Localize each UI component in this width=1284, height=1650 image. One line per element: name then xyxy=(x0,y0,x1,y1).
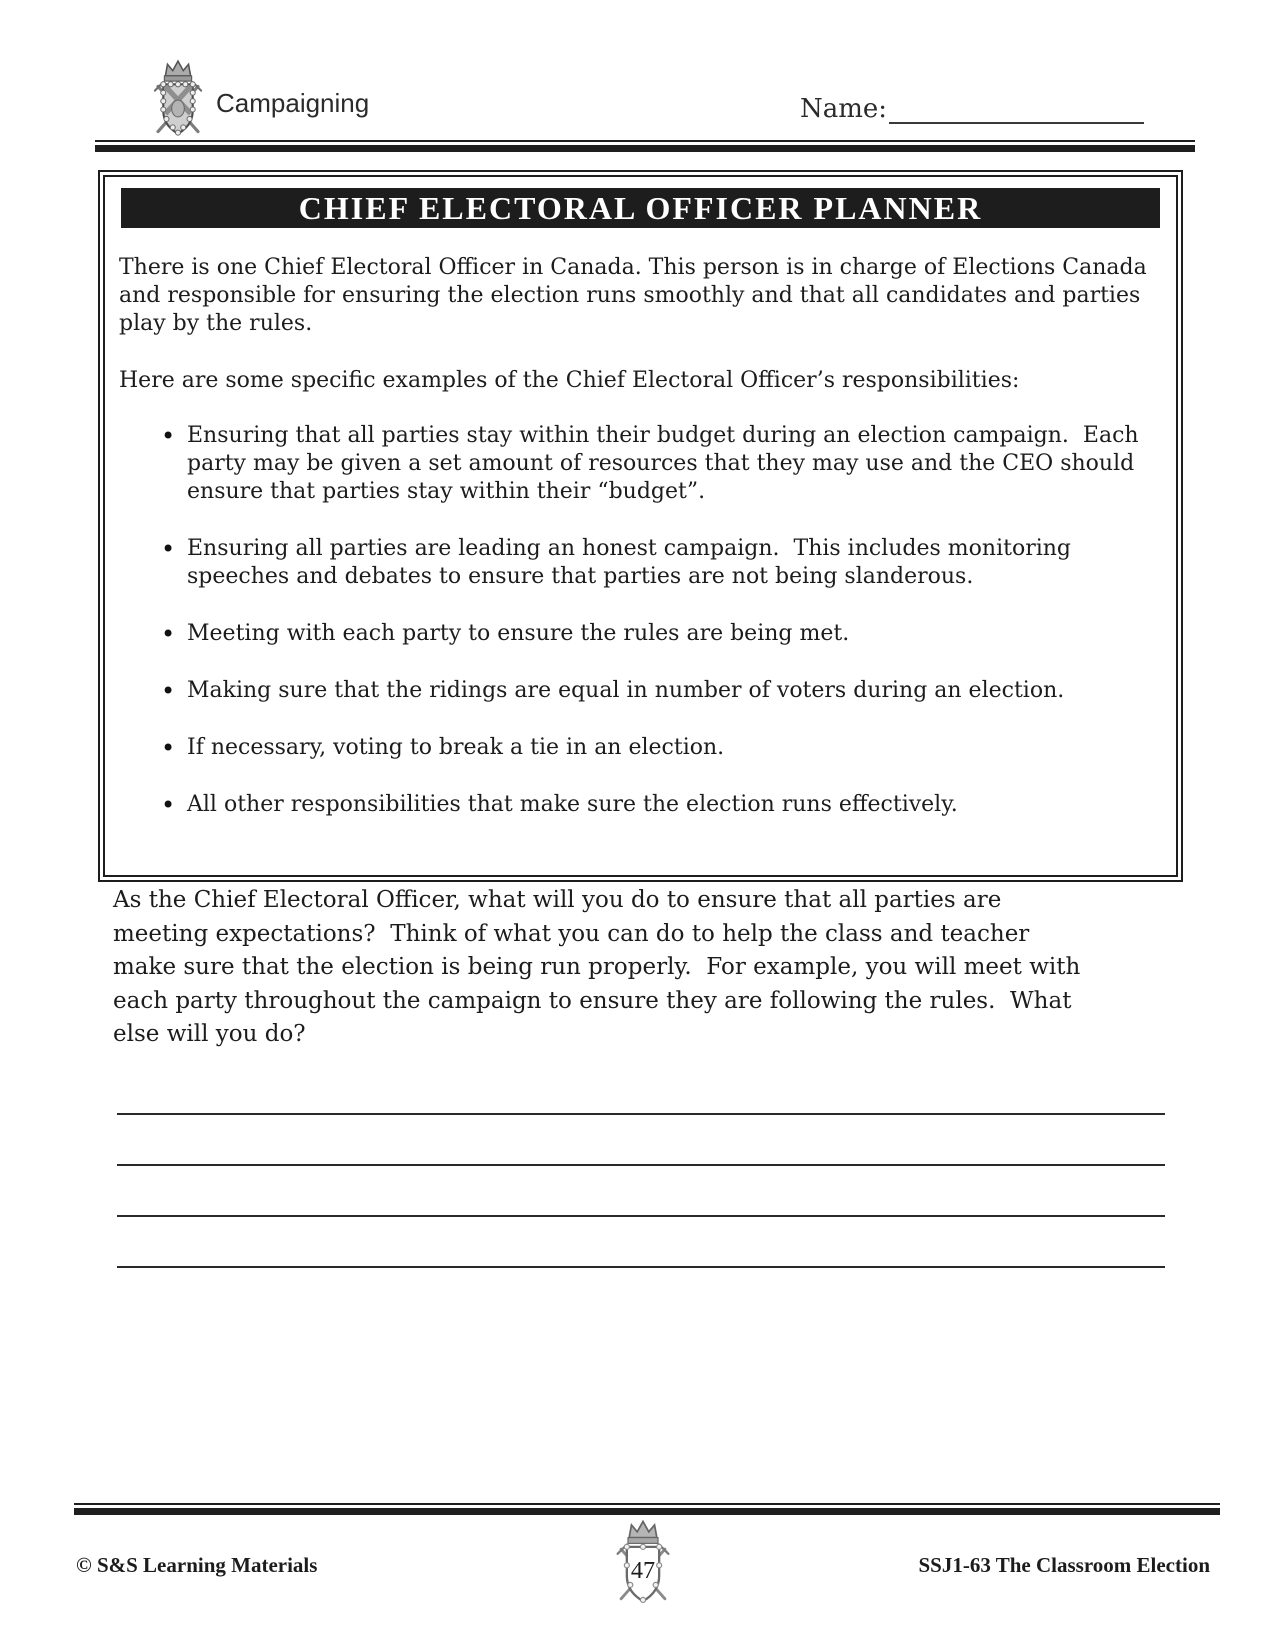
list-item: • Ensuring that all parties stay within their budget during an election campaign. Each party may be given a set amount of resources that they may use and the CEO should ensure that parties stay within their “budget”. xyxy=(161,422,1147,506)
answer-line[interactable] xyxy=(117,1064,1165,1115)
question-paragraph: As the Chief Electoral Officer, what will you do to ensure that all parties are meeting expectations? Think of what you can do to help the class and teacher make sure that the election is being run properly. For example, you will meet with each party throughout the campaign to ensure they are following the rules. What else will you do? xyxy=(113,887,1081,1047)
responsibilities-list xyxy=(119,422,1162,819)
list-item: • Making sure that the ridings are equal in number of voters during an election. xyxy=(161,677,1147,705)
list-item: • All other responsibilities that make sure the election runs effectively. xyxy=(161,791,1147,819)
footer-divider xyxy=(74,1503,1220,1515)
list-item: • Meeting with each party to ensure the rules are being met. xyxy=(161,620,1147,648)
name-label: Name: xyxy=(800,94,888,124)
header-divider xyxy=(95,140,1195,152)
answer-lines xyxy=(117,1064,1165,1268)
section-label: Campaigning xyxy=(216,88,370,118)
planner-box xyxy=(98,170,1183,882)
answer-line[interactable] xyxy=(117,1166,1165,1217)
list-item: • Ensuring all parties are leading an honest campaign. This includes monitoring speeches and debates to ensure that parties are not being slanderous. xyxy=(161,535,1147,591)
coat-of-arms-icon xyxy=(150,58,206,140)
list-item: • If necessary, voting to break a tie in an election. xyxy=(161,734,1147,762)
page-number-crest-icon xyxy=(610,1518,676,1608)
answer-line[interactable] xyxy=(117,1115,1165,1166)
copyright-text: © S&S Learning Materials xyxy=(76,1553,318,1577)
planner-box-inner xyxy=(103,175,1178,877)
intro-paragraph: There is one Chief Electoral Officer in Canada. This person is in charge of Elections Canada and responsible for ensuring the election runs smoothly and that all candidates and parties play by the rules. xyxy=(119,255,1147,336)
page-title: CHIEF ELECTORAL OFFICER PLANNER xyxy=(121,188,1160,228)
product-code-text: SSJ1-63 The Classroom Election xyxy=(918,1553,1210,1577)
name-field xyxy=(800,94,1144,124)
page-number: 47 xyxy=(630,1557,656,1584)
lead-paragraph: Here are some specific examples of the Chief Electoral Officer’s responsibilities: xyxy=(119,368,1020,393)
name-input-line[interactable] xyxy=(889,94,1144,124)
answer-line[interactable] xyxy=(117,1217,1165,1268)
